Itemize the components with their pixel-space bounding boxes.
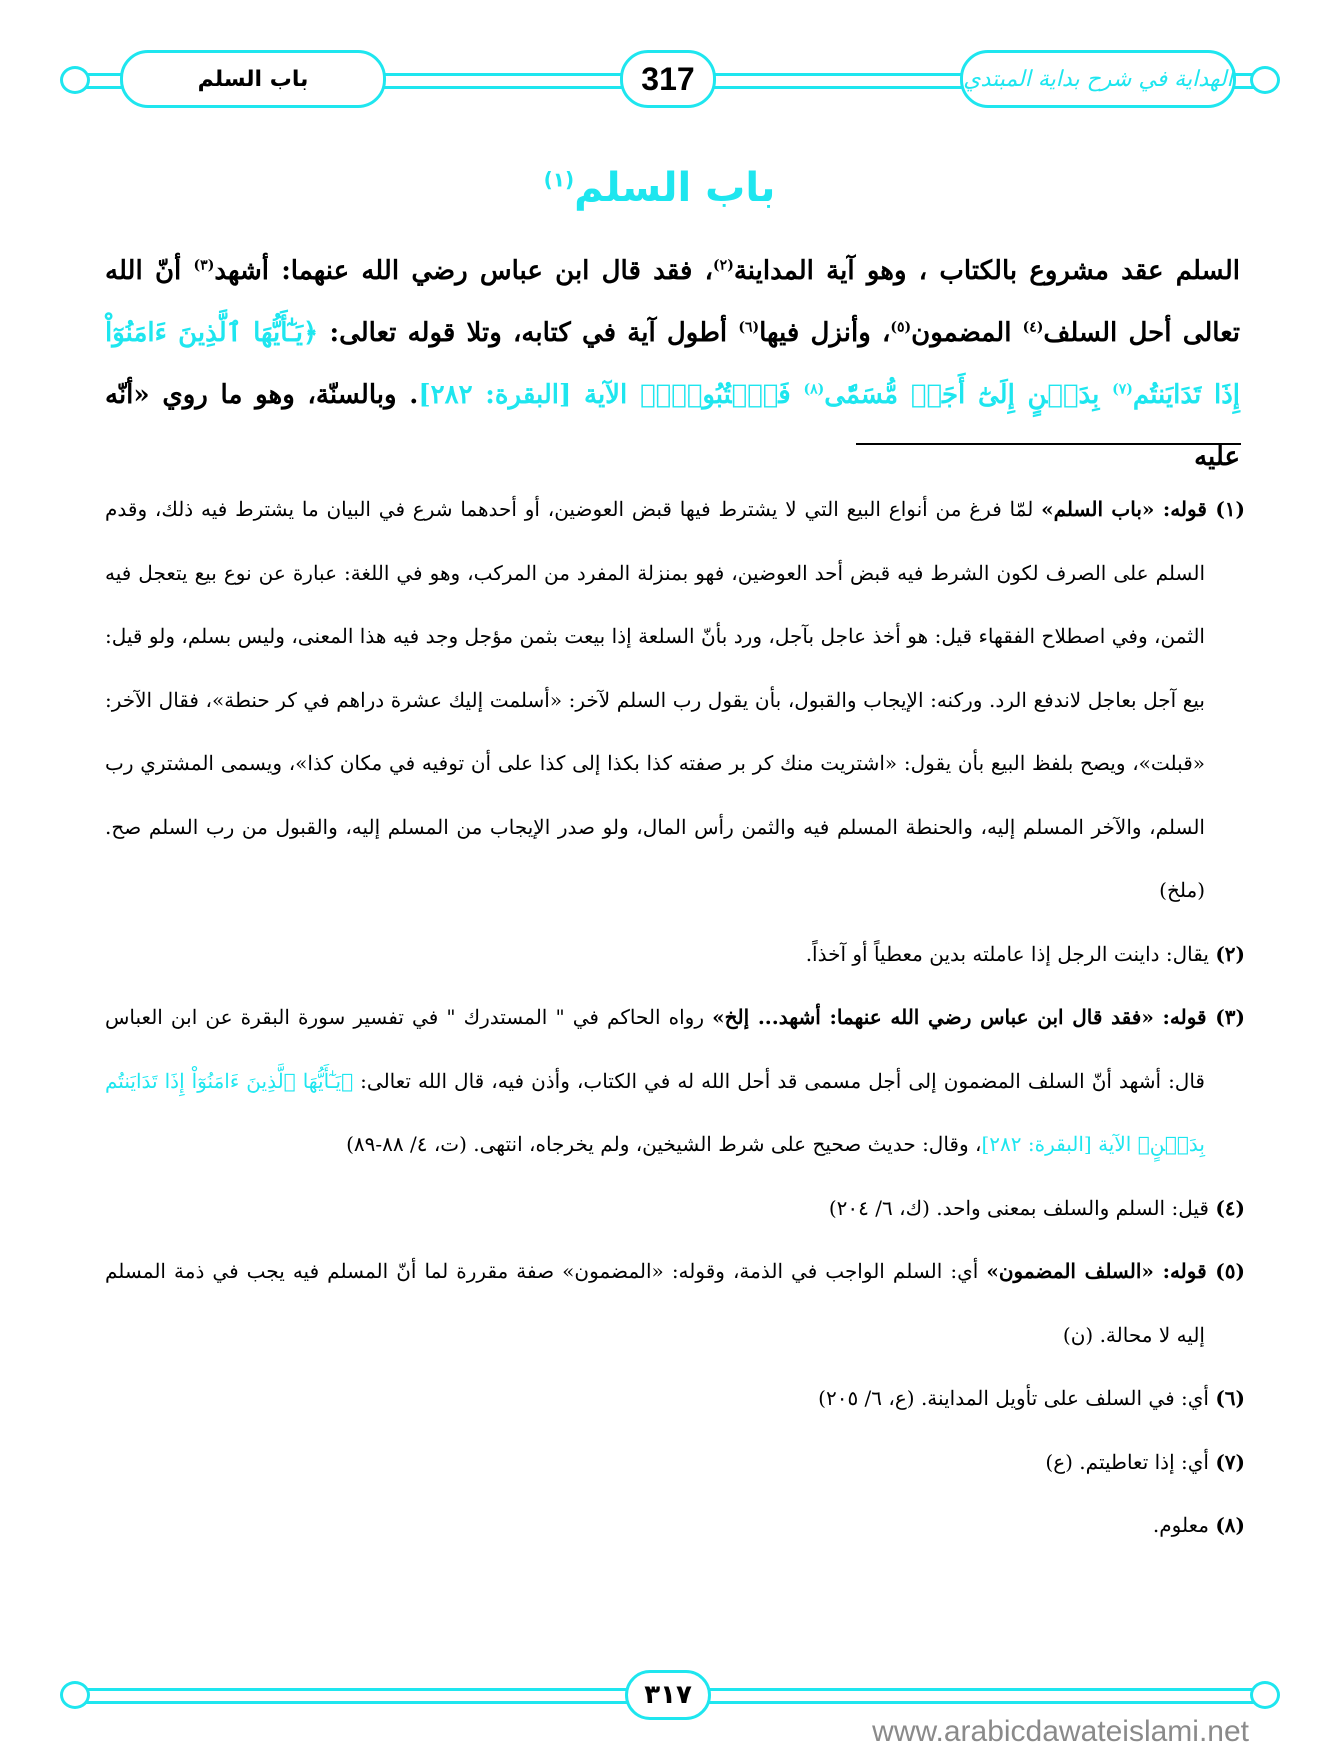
chapter-title: باب السلم [120,50,386,108]
ornament-icon [1250,66,1280,94]
footnote-ref: (٦) [738,319,760,336]
text: أنّ الله تعالى أحل السلف [105,256,1240,348]
ornament-icon [1250,1681,1280,1709]
footnote [105,986,1245,1177]
footnote-text: أي: في السلف على تأويل المداينة. (ع، ٦/ ٢٠٥) [818,1386,1216,1410]
footnote-ref: (٤) [1022,319,1044,336]
text: السلم عقد مشروع بالكتاب ، وهو آية المداينة [733,256,1240,286]
footnote [105,923,1245,987]
quran-quote: ﴿يَـٰٓأَيُّهَا ٱلَّذِينَ ءَامَنُوٓاْ إِذَا تَدَايَنتُم [105,318,1240,410]
page-footer [60,1670,1280,1720]
footnote-lead: (٥) قوله: «السلف المضمون» [986,1259,1245,1283]
main-text [105,240,1240,488]
footnote [105,1240,1245,1367]
footnote-lead: (٢) [1215,941,1245,966]
footnote [105,1177,1245,1241]
footnote-text: رواه الحاكم في " المستدرك " في تفسير سورة البقرة عن ابن العباس قال: أشهد أنّ السلف المضمون إلى أجل مسمى قد أحل الله له في الكتاب، وأذن فيه، قال الله تعالى: [105,1005,1205,1093]
page-number: 317 [620,50,716,108]
footnote-text: يقال: داينت الرجل إذا عاملته بدين معطياً أو آخذاً. [805,941,1216,966]
footnote-lead: (٧) [1215,1449,1245,1474]
footnote-ref: (٨) [803,381,825,398]
ornament-icon [60,66,90,94]
section-title-text: باب السلم [574,165,776,211]
footnote [105,1431,1245,1495]
footnotes [105,478,1245,1558]
footnote-text: أي: السلم الواجب في الذمة، وقوله: «المضمون» صفة مقررة لما أنّ المسلم فيه يجب في ذمة المسلم إليه لا محالة. (ن) [105,1259,1205,1347]
footnote-lead: (١) قوله: «باب السلم» [1041,497,1245,521]
text: المضمون [911,318,1023,348]
text: . وبالسنّة، وهو ما روي «أنّه عليه [105,380,1240,472]
section-title [0,165,1319,211]
footnote [105,1367,1245,1431]
book-title: الهداية في شرح بداية المبتدي [960,50,1236,108]
footnote-lead: (٨) [1215,1513,1245,1537]
text: أطول آية في كتابه، وتلا قوله تعالى: [318,318,739,348]
footnote-lead: (٤) [1215,1195,1245,1220]
quran-quote: ﴿يَـٰٓأَيُّهَا ٱلَّذِينَ ءَامَنُوٓاْ إِذَا تَدَايَنتُم بِدَيۡنٍ﴾ الآية [البقرة: ٢٨٢] [105,1068,1205,1156]
footnote-ref: (٧) [1112,381,1133,398]
ornament-icon [60,1681,90,1709]
footnote-ref: (١) [543,167,575,192]
page-header [60,50,1280,106]
footnote-text: لمّا فرغ من أنواع البيع التي لا يشترط فيها قبض العوضين، أو أحدهما شرع في البيان ما يشترط فيه ذلك، وقدم السلم على الصرف لكون الشرط فيه قبض أحد العوضين، فهو بمنزلة المفرد من المركب، وهو في اللغة: عبارة عن نوع بيع يتعجل فيه الثمن، وفي اصطلاح الفقهاء قيل: هو أخذ عاجل بآجل، ورد بأنّ السلعة إذا بيعت بثمن مؤجل وجد فيه هذا المعنى، وليس بسلم، ولو قيل: بيع آجل بعاجل لاندفع الرد. وركنه: الإيجاب والقبول، بأن يقول رب السلم لآخر: «أسلمت إليك عشرة دراهم في كر حنطة»، فقال الآخر: «قبلت»، ويصح بلفظ البيع بأن يقول: «اشتريت منك كر بر صفته كذا بكذا إلى كذا على أن توفيه في مكان كذا»، ويسمى المشتري رب السلم، والآخر المسلم إليه، والحنطة المسلم فيه والثمن رأس المال، ولو صدر الإيجاب من المسلم إليه، والقبول من رب السلم صح. (ملخ) [105,497,1206,902]
footnote [105,478,1245,923]
quran-quote: بِدَيۡنٍ إِلَىٰٓ أَجَلٖ مُّسَمّٗى [824,380,1113,410]
footnote-lead: (٦) [1215,1386,1245,1410]
footnote-lead: (٣) قوله: «فقد قال ابن عباس رضي الله عنهما: أشهد... إلخ» [712,1005,1245,1029]
website-url: www.arabicdawateislami.net [872,1715,1249,1748]
footnote-text: قيل: السلم والسلف بمعنى واحد. (ك، ٦/ ٢٠٤) [828,1195,1216,1220]
footnote-ref: (٣) [193,257,215,274]
text: ، وأنزل فيها [759,318,891,348]
footnote [105,1494,1245,1558]
text: ، فقد قال ابن عباس رضي الله عنهما: أشهد [214,256,714,286]
footnote-text: معلوم. [1152,1513,1216,1537]
footnote-text: أي: إذا تعاطيتم. (ع) [1045,1449,1216,1474]
footnote-text: ، وقال: حديث صحيح على شرط الشيخين، ولم يخرجاه، انتهى. (ت، ٤/ ٨٨-٨٩) [346,1132,982,1156]
footnote-ref: (٢) [713,257,734,274]
footnote-ref: (٥) [890,319,912,336]
footnote-separator [856,443,1241,445]
footer-page-number: ٣١٧ [625,1670,711,1720]
quran-quote: فَٱكۡتُبُوهُۚ﴾ الآية [البقرة: ٢٨٢] [418,380,804,410]
